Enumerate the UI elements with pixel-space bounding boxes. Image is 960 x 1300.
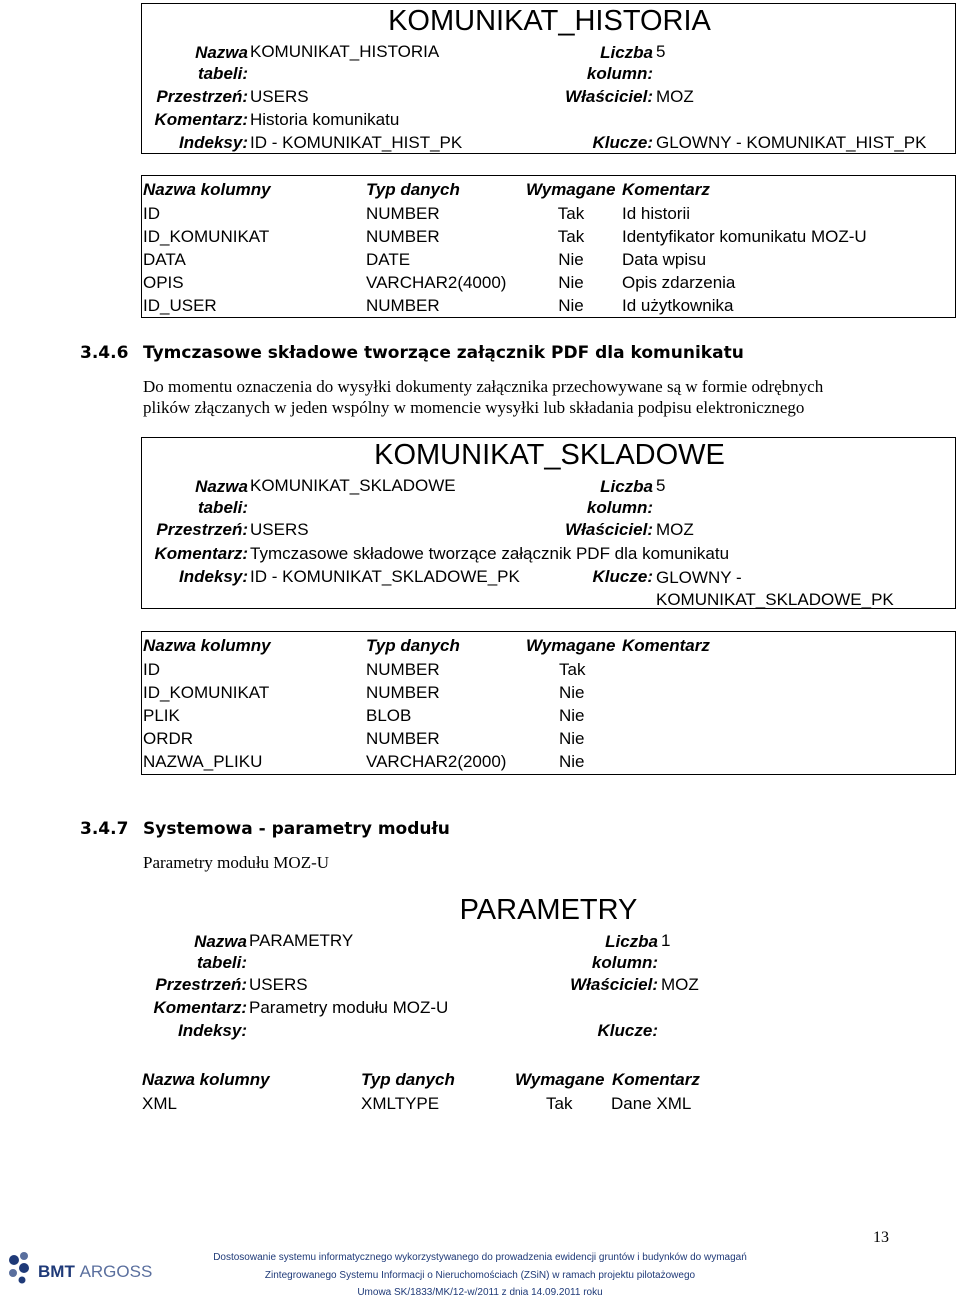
cell-comment: Opis zdarzenia bbox=[622, 273, 736, 292]
logo-text: BMT ARGOSS bbox=[38, 1262, 153, 1281]
footer-line: Dostosowanie systemu informatycznego wykorzystywanego do prowadzenia ewidencji gruntów i budynków do wymagań bbox=[213, 1252, 747, 1263]
value-keys: GLOWNY - KOMUNIKAT_SKLADOWE_PK bbox=[656, 568, 894, 609]
label-indexes: Indeksy: bbox=[178, 1021, 247, 1040]
label-tablespace: Przestrzeń: bbox=[155, 975, 247, 994]
column-header-required: Wymagane bbox=[526, 636, 616, 655]
section-title: Systemowa - parametry modułu bbox=[143, 819, 450, 839]
column-header-comment: Komentarz bbox=[622, 180, 710, 199]
value-column-count: 5 bbox=[656, 476, 666, 495]
table-title: KOMUNIKAT_HISTORIA bbox=[388, 5, 711, 37]
label-column-count: Liczba kolumn: bbox=[586, 43, 653, 83]
label-tablespace: Przestrzeń: bbox=[156, 87, 248, 106]
value-indexes: ID - KOMUNIKAT_HIST_PK bbox=[250, 133, 463, 152]
label-column-count: Liczba kolumn: bbox=[586, 477, 653, 517]
cell-required: Nie bbox=[558, 296, 584, 315]
label-tablespace: Przestrzeń: bbox=[156, 520, 248, 539]
value-tablespace: USERS bbox=[250, 520, 309, 539]
cell-comment: Id użytkownika bbox=[622, 296, 734, 315]
column-header-type: Typ danych bbox=[366, 180, 460, 199]
cell-data-type: NUMBER bbox=[366, 683, 440, 702]
label-comment: Komentarz: bbox=[154, 110, 248, 129]
value-tablespace: USERS bbox=[250, 87, 309, 106]
cell-column-name: NAZWA_PLIKU bbox=[143, 752, 263, 771]
cell-comment: Id historii bbox=[622, 204, 691, 223]
cell-column-name: ID_USER bbox=[143, 296, 217, 315]
cell-data-type: NUMBER bbox=[366, 296, 440, 315]
label-table-name: Nazwa tabeli: bbox=[194, 932, 247, 972]
cell-required: Tak bbox=[557, 227, 585, 246]
cell-data-type: NUMBER bbox=[366, 729, 440, 748]
label-table-name: Nazwa tabeli: bbox=[195, 43, 248, 83]
cell-column-name: DATA bbox=[143, 250, 186, 269]
cell-comment: Dane XML bbox=[611, 1094, 692, 1113]
section-number: 3.4.6 bbox=[80, 343, 129, 363]
columns-table-komunikat-skladowe bbox=[141, 631, 956, 775]
paragraph-line: Do momentu oznaczenia do wysyłki dokumenty załącznika przechowywane są w formie odrębnych bbox=[143, 377, 824, 396]
columns-table-komunikat-historia bbox=[141, 175, 956, 318]
label-owner: Właściciel: bbox=[565, 520, 653, 539]
label-comment: Komentarz: bbox=[153, 998, 247, 1017]
cell-required: Nie bbox=[559, 752, 585, 771]
column-header-comment: Komentarz bbox=[622, 636, 710, 655]
page-number: 13 bbox=[873, 1229, 889, 1246]
value-comment: Parametry modułu MOZ-U bbox=[249, 998, 449, 1017]
column-header-type: Typ danych bbox=[361, 1070, 455, 1089]
label-comment: Komentarz: bbox=[154, 544, 248, 563]
value-owner: MOZ bbox=[661, 975, 699, 994]
table-title: PARAMETRY bbox=[459, 894, 638, 926]
table-card-parametry bbox=[141, 893, 956, 1045]
table-card-komunikat-skladowe bbox=[141, 437, 956, 609]
cell-data-type: DATE bbox=[366, 250, 411, 269]
label-indexes: Indeksy: bbox=[179, 567, 248, 586]
column-header-name: Nazwa kolumny bbox=[142, 1070, 270, 1089]
value-owner: MOZ bbox=[656, 520, 694, 539]
cell-comment: Identyfikator komunikatu MOZ-U bbox=[622, 227, 867, 246]
column-header-name: Nazwa kolumny bbox=[143, 180, 271, 199]
section-paragraph bbox=[143, 852, 329, 873]
cell-column-name: ORDR bbox=[143, 729, 194, 748]
label-owner: Właściciel: bbox=[570, 975, 658, 994]
label-owner: Właściciel: bbox=[565, 87, 653, 106]
value-tablespace: USERS bbox=[249, 975, 308, 994]
cell-data-type: NUMBER bbox=[366, 204, 440, 223]
table-card-komunikat-historia bbox=[141, 3, 956, 154]
paragraph-line: Parametry modułu MOZ-U bbox=[143, 853, 330, 872]
column-header-required: Wymagane bbox=[515, 1070, 605, 1089]
paragraph-line: plików złączanych w jeden wspólny w momencie wysyłki lub składania podpisu elektronicznego bbox=[143, 398, 805, 417]
value-column-count: 5 bbox=[656, 42, 666, 61]
section-title: Tymczasowe składowe tworzące załącznik PDF dla komunikatu bbox=[143, 343, 744, 363]
label-column-count: Liczba kolumn: bbox=[591, 932, 658, 972]
cell-column-name: XML bbox=[142, 1094, 177, 1113]
value-table-name: PARAMETRY bbox=[249, 931, 354, 950]
cell-required: Tak bbox=[557, 204, 585, 223]
cell-column-name: ID bbox=[143, 660, 160, 679]
cell-comment: Data wpisu bbox=[622, 250, 707, 269]
footer-line: Umowa SK/1833/MK/12-w/2011 z dnia 14.09.2011 roku bbox=[357, 1287, 603, 1298]
value-table-name: KOMUNIKAT_HISTORIA bbox=[250, 42, 440, 61]
cell-data-type: BLOB bbox=[366, 706, 412, 725]
section-heading bbox=[80, 343, 744, 363]
column-header-comment: Komentarz bbox=[612, 1070, 700, 1089]
cell-data-type: VARCHAR2(4000) bbox=[366, 273, 507, 292]
label-indexes: Indeksy: bbox=[179, 133, 248, 152]
cell-required: Nie bbox=[558, 273, 584, 292]
value-owner: MOZ bbox=[656, 87, 694, 106]
value-comment: Historia komunikatu bbox=[250, 110, 400, 129]
cell-required: Nie bbox=[559, 683, 585, 702]
cell-required: Tak bbox=[559, 660, 586, 679]
cell-column-name: ID bbox=[143, 204, 160, 223]
cell-required: Nie bbox=[559, 729, 585, 748]
cell-required: Nie bbox=[559, 706, 585, 725]
cell-required: Nie bbox=[558, 250, 584, 269]
value-indexes: ID - KOMUNIKAT_SKLADOWE_PK bbox=[250, 567, 520, 586]
cell-column-name: PLIK bbox=[143, 706, 180, 725]
column-header-name: Nazwa kolumny bbox=[143, 636, 271, 655]
column-header-type: Typ danych bbox=[366, 636, 460, 655]
table-title: KOMUNIKAT_SKLADOWE bbox=[374, 439, 725, 471]
cell-required: Tak bbox=[546, 1094, 573, 1113]
column-header-required: Wymagane bbox=[526, 180, 616, 199]
label-table-name: Nazwa tabeli: bbox=[195, 477, 248, 517]
cell-column-name: OPIS bbox=[143, 273, 184, 292]
cell-column-name: ID_KOMUNIKAT bbox=[143, 683, 270, 702]
cell-data-type: NUMBER bbox=[366, 660, 440, 679]
label-keys: Klucze: bbox=[592, 567, 653, 586]
value-comment: Tymczasowe składowe tworzące załącznik PDF dla komunikatu bbox=[250, 544, 730, 563]
section-number: 3.4.7 bbox=[80, 819, 129, 839]
label-keys: Klucze: bbox=[597, 1021, 658, 1040]
cell-column-name: ID_KOMUNIKAT bbox=[143, 227, 270, 246]
cell-data-type: VARCHAR2(2000) bbox=[366, 752, 507, 771]
section-paragraph bbox=[143, 376, 823, 418]
section-heading bbox=[80, 819, 450, 839]
cell-data-type: XMLTYPE bbox=[361, 1094, 440, 1113]
footer-line: Zintegrowanego Systemu Informacji o Nieruchomościach (ZSiN) w ramach projektu pilotażowego bbox=[264, 1270, 696, 1281]
value-table-name: KOMUNIKAT_SKLADOWE bbox=[250, 476, 456, 495]
value-keys: GLOWNY - KOMUNIKAT_HIST_PK bbox=[656, 133, 927, 152]
columns-table-parametry bbox=[141, 1066, 956, 1116]
cell-data-type: NUMBER bbox=[366, 227, 440, 246]
value-column-count: 1 bbox=[661, 931, 671, 950]
label-keys: Klucze: bbox=[592, 133, 653, 152]
